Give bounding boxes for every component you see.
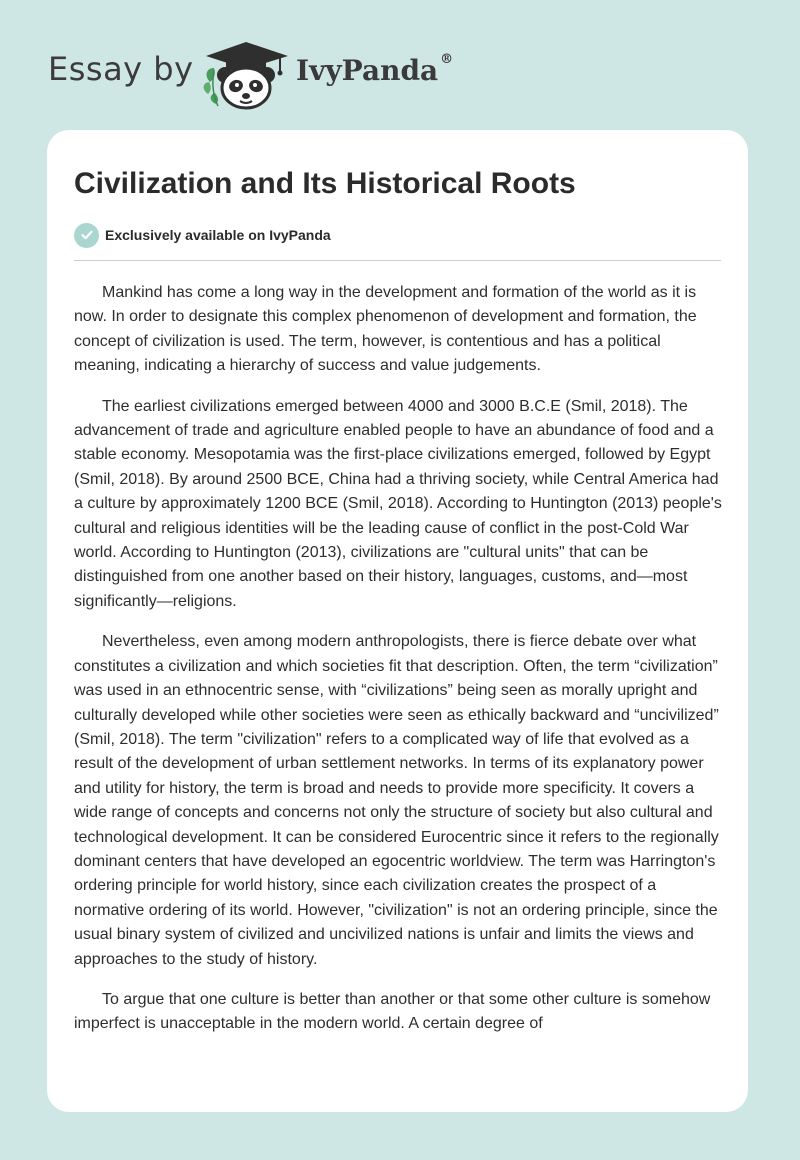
site-header [0, 0, 800, 130]
essay-card [47, 130, 748, 1112]
check-circle-icon [74, 223, 99, 248]
panda-logo-icon[interactable] [200, 38, 292, 110]
brand-name[interactable]: IvyPanda ® [296, 52, 454, 87]
paragraph: Mankind has come a long way in the development and formation of the world as it is now. In order to designate this complex phenomenon of development and formation, the concept of civilization is used. The term, however, is contentious and has a political meaning, indicating a hierarchy of success and value judgements. [74, 284, 697, 375]
paragraph: The earliest civilizations emerged between 4000 and 3000 B.C.E (Smil, 2018). The advancement of trade and agriculture enabled people to have an abundance of food and a stable economy. Mesopotamia was the first-place civilizations emerged, followed by Egypt (Smil, 2018). By around 2500 BCE, China had a thriving society, while Central America had a culture by approximately 1200 BCE (Smil, 2018). According to Huntington (2013) people's cultural and religious identities will be the leading cause of conflict in the post-Cold War world. According to Huntington (2013), civilizations are "cultural units" that can be distinguished from one another based on their history, languages, customs, and—most significantly—religions. [74, 397, 722, 610]
badge-text: Exclusively available on IvyPanda [105, 227, 331, 243]
essay-body [74, 281, 722, 1037]
essay-title: Civilization and Its Historical Roots [74, 167, 576, 200]
exclusive-badge [74, 221, 722, 249]
paragraph: To argue that one culture is better than another or that some other culture is somehow imperfect is unacceptable in the modern world. A certain degree of [74, 990, 711, 1033]
divider [74, 260, 721, 261]
brand-prefix: Essay by [48, 50, 194, 88]
paragraph: Nevertheless, even among modern anthropologists, there is fierce debate over what constitutes a civilization and which societies fit that description. Often, the term “civilization” was used in an ethnocentric sense, with “civilizations” being seen as morally upright and culturally developed while other societies were seen as ethically backward and “uncivilized” (Smil, 2018). The term "civilization" refers to a complicated way of life that evolved as a result of the development of urban settlement networks. In terms of its explanatory power and utility for history, the term is broad and needs to provide more specificity. It covers a wide range of concepts and concerns not only the structure of society but also cultural and technological development. It can be considered Eurocentric since it refers to the regionally dominant centers that have developed an egocentric worldview. The term was Harrington's ordering principle for world history, since each civilization creates the prospect of a normative ordering of its world. However, "civilization" is not an ordering principle, since the usual binary system of civilized and uncivilized nations is unfair and limits the views and approaches to the study of history. [74, 633, 719, 968]
registered-mark: ® [440, 52, 454, 67]
